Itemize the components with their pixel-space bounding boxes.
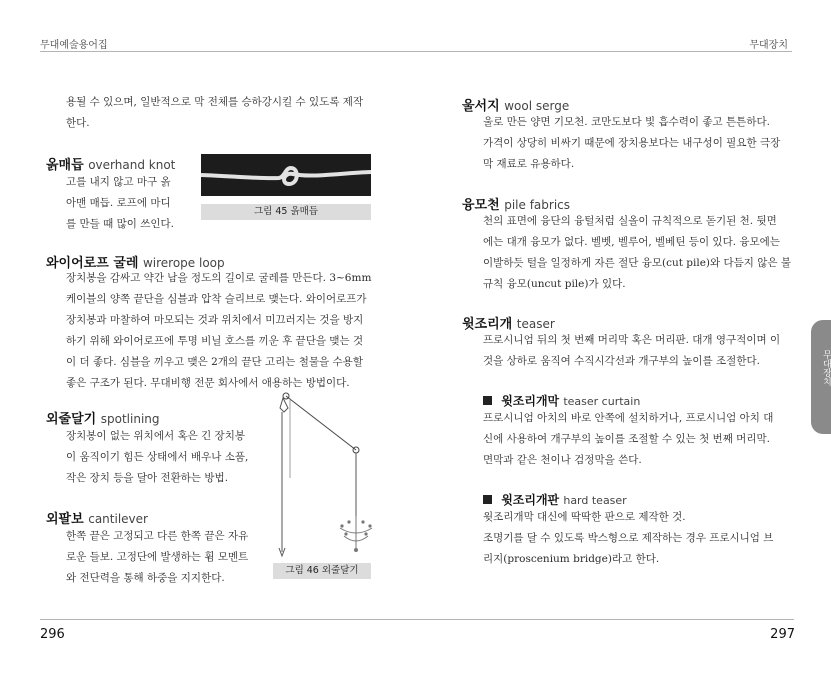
figure-caption-45: 그림 45 옭매듭 — [201, 204, 371, 220]
square-bullet-icon — [483, 495, 492, 504]
spotline-rigging-icon — [274, 388, 374, 560]
title-ko: 외팔보 — [46, 512, 84, 527]
title-ko: 융모천 — [462, 198, 500, 213]
entry-body-teaser: 프로시니엄 뒤의 첫 번째 머리막 혹은 머리판. 대개 영구적이며 이 것을 상하로 움직여 수직시각선과 개구부의 높이를 조절한다. — [483, 334, 781, 367]
title-ko: 와이어로프 굴레 — [46, 256, 139, 271]
subentry-title-hard-teaser — [483, 491, 627, 508]
page-number-right: 297 — [770, 627, 795, 642]
entry-body-pile-fabrics: 천의 표면에 융단의 융털처럼 실올이 규칙적으로 돋기된 천. 뒷면 에는 대개 융모가 없다. 벨벳, 벨루어, 벨베틴 등이 있다. 융모에는 이발하듯 털을 일정하게 자른 절단 융모(cut pile)와 다듬지 않은 불 규칙 융모(uncut pile)가 있다. — [483, 215, 792, 290]
figure-overhand-knot — [201, 154, 371, 196]
running-header-right: 무대장치 — [749, 40, 788, 51]
knot-icon — [201, 154, 371, 196]
entry-body-spotlining: 장치봉이 없는 위치에서 혹은 긴 장치봉 이 움직이기 힘든 상태에서 배우나 소품, 작은 장치 등을 달아 전환하는 방법. — [66, 430, 249, 484]
entry-title-spotlining — [46, 408, 160, 427]
title-ko: 울서지 — [462, 99, 500, 114]
title-ko: 윗조리개판 — [501, 493, 560, 507]
title-en: hard teaser — [563, 494, 627, 507]
title-en: pile fabrics — [504, 198, 571, 212]
entry-body-wool-serge: 울로 만든 양면 기모천. 코만도보다 빛 흡수력이 좋고 튼튼하다. 가격이 상당히 비싸기 때문에 장치용보다는 내구성이 필요한 극장 막 재료로 유용하다. — [483, 116, 781, 170]
page-number-left: 296 — [40, 627, 65, 642]
title-ko: 윗조리개 — [462, 317, 513, 332]
entry-body-overhand: 고를 내지 않고 마구 옭 아맨 매듭. 로프에 마디 를 만들 때 많이 쓰인다. — [66, 176, 174, 230]
title-en: spotlining — [100, 412, 160, 426]
title-en: teaser — [516, 317, 555, 331]
intro-text: 용될 수 있으며, 일반적으로 막 전체를 승하강시킬 수 있도록 제작 한다. — [66, 96, 364, 129]
title-en: overhand knot — [88, 158, 176, 172]
figure-caption-46: 그림 46 외줄달기 — [273, 563, 371, 579]
title-en: wirerope loop — [142, 256, 225, 270]
figure-spotlining — [274, 388, 374, 560]
header-rule — [40, 51, 792, 52]
title-ko: 옭매듭 — [46, 158, 84, 173]
subentry-body-teaser-curtain: 프로시니엄 아치의 바로 안쪽에 설치하거나, 프로시니엄 아치 대 신에 사용하여 개구부의 높이를 조절할 수 있는 첫 번째 머리막. 면막과 같은 천이나 검정막을 쓴다. — [483, 412, 774, 466]
subentry-title-teaser-curtain — [483, 392, 640, 409]
running-header-left: 무대예술용어집 — [40, 40, 108, 51]
title-ko: 윗조리개막 — [501, 394, 560, 408]
title-ko: 외줄달기 — [46, 412, 97, 427]
entry-body-wirerope: 장치봉을 감싸고 약간 남을 정도의 길이로 굴레를 만든다. 3~6mm 케이블의 양쪽 끝단을 심블과 압착 슬리브로 맺는다. 와이어로프가 장치봉과 마찰하여 마모되는 것과 위치에서 미끄러지는 것을 방지 하기 위해 와이어로프에 투명 비닐 호스를 끼운 후 끝단을 맺는 것 이 더 좋다. 심블을 끼우고 맺은 2개의 끝단 고리는 철물을 수용할 좋은 구조가 된다. 무대비행 전문 회사에서 애용하는 방법이다. — [66, 272, 372, 389]
chapter-side-tab-label: 무대장치 — [821, 350, 831, 386]
title-en: cantilever — [88, 512, 148, 526]
square-bullet-icon — [483, 396, 492, 405]
title-en: wool serge — [504, 99, 570, 113]
footer-rule — [40, 619, 794, 620]
entry-body-cantilever: 한쪽 끝은 고정되고 다른 한쪽 끝은 자유 로운 들보. 고정단에 발생하는 휨 모멘트 와 전단력을 통해 하중을 지지한다. — [66, 530, 249, 584]
subentry-body-hard-teaser: 윗조리개막 대신에 딱딱한 판으로 제작한 것. 조명기를 달 수 있도록 박스형으로 제작하는 경우 프로시니엄 브 리지(proscenium bridge)라고 한다. — [483, 511, 774, 565]
entry-title-cantilever — [46, 508, 148, 527]
entry-title-overhand — [46, 154, 175, 173]
chandelier-icon — [340, 516, 372, 552]
chapter-side-tab — [811, 320, 831, 434]
title-en: teaser curtain — [563, 395, 641, 408]
